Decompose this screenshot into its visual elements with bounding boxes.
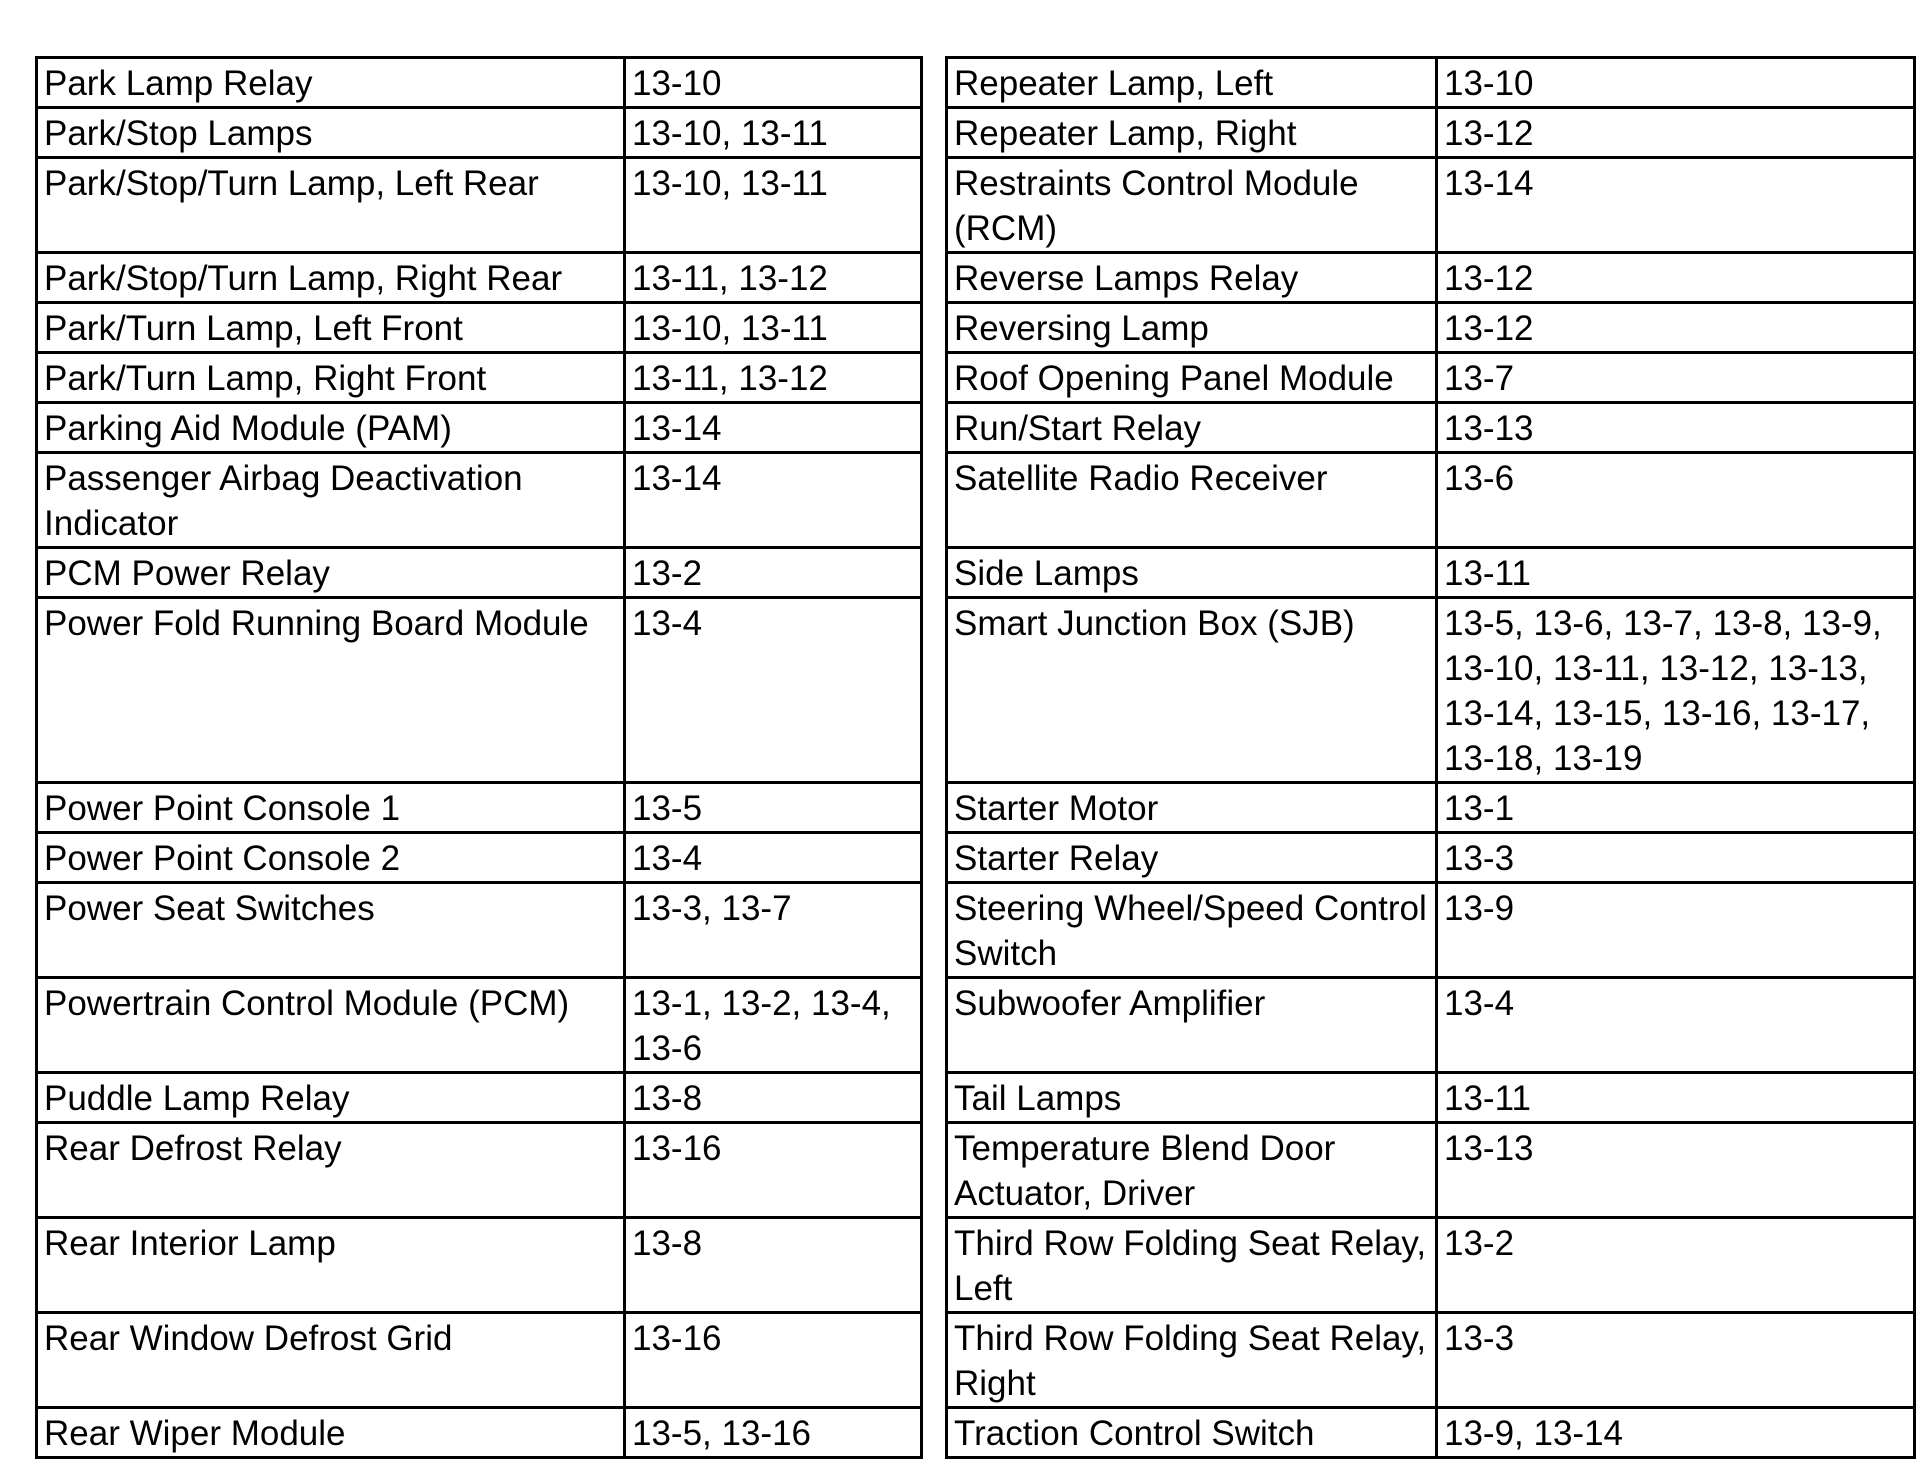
table-row xyxy=(37,158,1915,253)
left-component-pages: 13-5, 13-16 xyxy=(625,1408,922,1458)
right-component-name: Subwoofer Amplifier xyxy=(947,978,1437,1073)
right-component-pages: 13-4 xyxy=(1437,978,1915,1073)
left-component-pages: 13-11, 13-12 xyxy=(625,353,922,403)
right-component-pages: 13-14 xyxy=(1437,158,1915,253)
column-gap xyxy=(922,978,947,1073)
column-gap xyxy=(922,158,947,253)
right-component-name: Starter Motor xyxy=(947,783,1437,833)
right-component-pages: 13-12 xyxy=(1437,108,1915,158)
right-component-pages: 13-3 xyxy=(1437,1313,1915,1408)
left-component-pages: 13-11, 13-12 xyxy=(625,253,922,303)
left-component-name: Rear Defrost Relay xyxy=(37,1123,625,1218)
left-component-name: Park/Stop Lamps xyxy=(37,108,625,158)
left-component-name: Power Point Console 2 xyxy=(37,833,625,883)
table-row xyxy=(37,453,1915,548)
right-component-name: Tail Lamps xyxy=(947,1073,1437,1123)
right-component-pages: 13-12 xyxy=(1437,253,1915,303)
left-component-name: PCM Power Relay xyxy=(37,548,625,598)
column-gap xyxy=(922,403,947,453)
column-gap xyxy=(922,833,947,883)
right-component-pages: 13-10 xyxy=(1437,58,1915,108)
left-component-name: Park Lamp Relay xyxy=(37,58,625,108)
table-row xyxy=(37,403,1915,453)
left-component-name: Power Fold Running Board Module xyxy=(37,598,625,783)
left-component-pages: 13-10, 13-11 xyxy=(625,303,922,353)
left-component-name: Park/Turn Lamp, Left Front xyxy=(37,303,625,353)
left-component-name: Rear Wiper Module xyxy=(37,1408,625,1458)
left-component-pages: 13-8 xyxy=(625,1218,922,1313)
left-component-pages: 13-8 xyxy=(625,1073,922,1123)
table-row xyxy=(37,1218,1915,1313)
column-gap xyxy=(922,1073,947,1123)
left-component-pages: 13-4 xyxy=(625,598,922,783)
table-row xyxy=(37,1123,1915,1218)
column-gap xyxy=(922,1313,947,1408)
table-row xyxy=(37,833,1915,883)
right-component-pages: 13-3 xyxy=(1437,833,1915,883)
table-row xyxy=(37,783,1915,833)
right-component-name: Steering Wheel/Speed Control Switch xyxy=(947,883,1437,978)
column-gap xyxy=(922,1218,947,1313)
right-component-name: Third Row Folding Seat Relay, Right xyxy=(947,1313,1437,1408)
left-component-name: Parking Aid Module (PAM) xyxy=(37,403,625,453)
right-component-pages: 13-13 xyxy=(1437,403,1915,453)
left-component-pages: 13-10, 13-11 xyxy=(625,158,922,253)
table-row xyxy=(37,1073,1915,1123)
column-gap xyxy=(922,58,947,108)
column-gap xyxy=(922,883,947,978)
left-component-name: Puddle Lamp Relay xyxy=(37,1073,625,1123)
right-component-name: Roof Opening Panel Module xyxy=(947,353,1437,403)
right-component-name: Repeater Lamp, Left xyxy=(947,58,1437,108)
left-component-name: Rear Window Defrost Grid xyxy=(37,1313,625,1408)
right-component-name: Run/Start Relay xyxy=(947,403,1437,453)
left-component-pages: 13-10 xyxy=(625,58,922,108)
right-component-pages: 13-5, 13-6, 13-7, 13-8, 13-9, 13-10, 13-11, 13-12, 13-13, 13-14, 13-15, 13-16, 13-17, 13-18, 13-19 xyxy=(1437,598,1915,783)
left-component-pages: 13-10, 13-11 xyxy=(625,108,922,158)
left-component-pages: 13-3, 13-7 xyxy=(625,883,922,978)
left-component-name: Power Point Console 1 xyxy=(37,783,625,833)
right-component-name: Side Lamps xyxy=(947,548,1437,598)
column-gap xyxy=(922,1408,947,1458)
left-component-pages: 13-16 xyxy=(625,1123,922,1218)
right-component-pages: 13-12 xyxy=(1437,303,1915,353)
right-component-name: Reverse Lamps Relay xyxy=(947,253,1437,303)
right-component-name: Satellite Radio Receiver xyxy=(947,453,1437,548)
table-row xyxy=(37,978,1915,1073)
column-gap xyxy=(922,783,947,833)
left-component-pages: 13-4 xyxy=(625,833,922,883)
right-component-pages: 13-9, 13-14 xyxy=(1437,1408,1915,1458)
right-component-pages: 13-11 xyxy=(1437,1073,1915,1123)
table-row xyxy=(37,58,1915,108)
column-gap xyxy=(922,453,947,548)
right-component-name: Traction Control Switch xyxy=(947,1408,1437,1458)
right-component-pages: 13-7 xyxy=(1437,353,1915,403)
column-gap xyxy=(922,303,947,353)
left-component-name: Rear Interior Lamp xyxy=(37,1218,625,1313)
left-component-pages: 13-14 xyxy=(625,403,922,453)
right-component-name: Starter Relay xyxy=(947,833,1437,883)
left-component-name: Powertrain Control Module (PCM) xyxy=(37,978,625,1073)
table-row xyxy=(37,303,1915,353)
table-row xyxy=(37,353,1915,403)
column-gap xyxy=(922,1123,947,1218)
table-row xyxy=(37,1408,1915,1458)
right-component-pages: 13-1 xyxy=(1437,783,1915,833)
left-component-name: Park/Stop/Turn Lamp, Left Rear xyxy=(37,158,625,253)
left-component-name: Passenger Airbag Deactivation Indicator xyxy=(37,453,625,548)
left-component-name: Power Seat Switches xyxy=(37,883,625,978)
right-component-pages: 13-9 xyxy=(1437,883,1915,978)
right-component-name: Reversing Lamp xyxy=(947,303,1437,353)
index-body xyxy=(37,58,1915,1458)
table-row xyxy=(37,1313,1915,1408)
left-component-pages: 13-14 xyxy=(625,453,922,548)
left-component-name: Park/Turn Lamp, Right Front xyxy=(37,353,625,403)
left-component-pages: 13-5 xyxy=(625,783,922,833)
right-component-pages: 13-6 xyxy=(1437,453,1915,548)
table-row xyxy=(37,253,1915,303)
table-row xyxy=(37,883,1915,978)
table-row xyxy=(37,108,1915,158)
column-gap xyxy=(922,548,947,598)
column-gap xyxy=(922,353,947,403)
column-gap xyxy=(922,108,947,158)
table-row xyxy=(37,548,1915,598)
right-component-pages: 13-11 xyxy=(1437,548,1915,598)
component-index-table xyxy=(35,56,1916,1459)
right-component-name: Third Row Folding Seat Relay, Left xyxy=(947,1218,1437,1313)
right-component-pages: 13-2 xyxy=(1437,1218,1915,1313)
column-gap xyxy=(922,253,947,303)
left-component-pages: 13-2 xyxy=(625,548,922,598)
left-component-name: Park/Stop/Turn Lamp, Right Rear xyxy=(37,253,625,303)
right-component-name: Restraints Control Module (RCM) xyxy=(947,158,1437,253)
right-component-pages: 13-13 xyxy=(1437,1123,1915,1218)
table-row xyxy=(37,598,1915,783)
right-component-name: Smart Junction Box (SJB) xyxy=(947,598,1437,783)
left-component-pages: 13-16 xyxy=(625,1313,922,1408)
right-component-name: Repeater Lamp, Right xyxy=(947,108,1437,158)
column-gap xyxy=(922,598,947,783)
left-component-pages: 13-1, 13-2, 13-4, 13-6 xyxy=(625,978,922,1073)
right-component-name: Temperature Blend Door Actuator, Driver xyxy=(947,1123,1437,1218)
